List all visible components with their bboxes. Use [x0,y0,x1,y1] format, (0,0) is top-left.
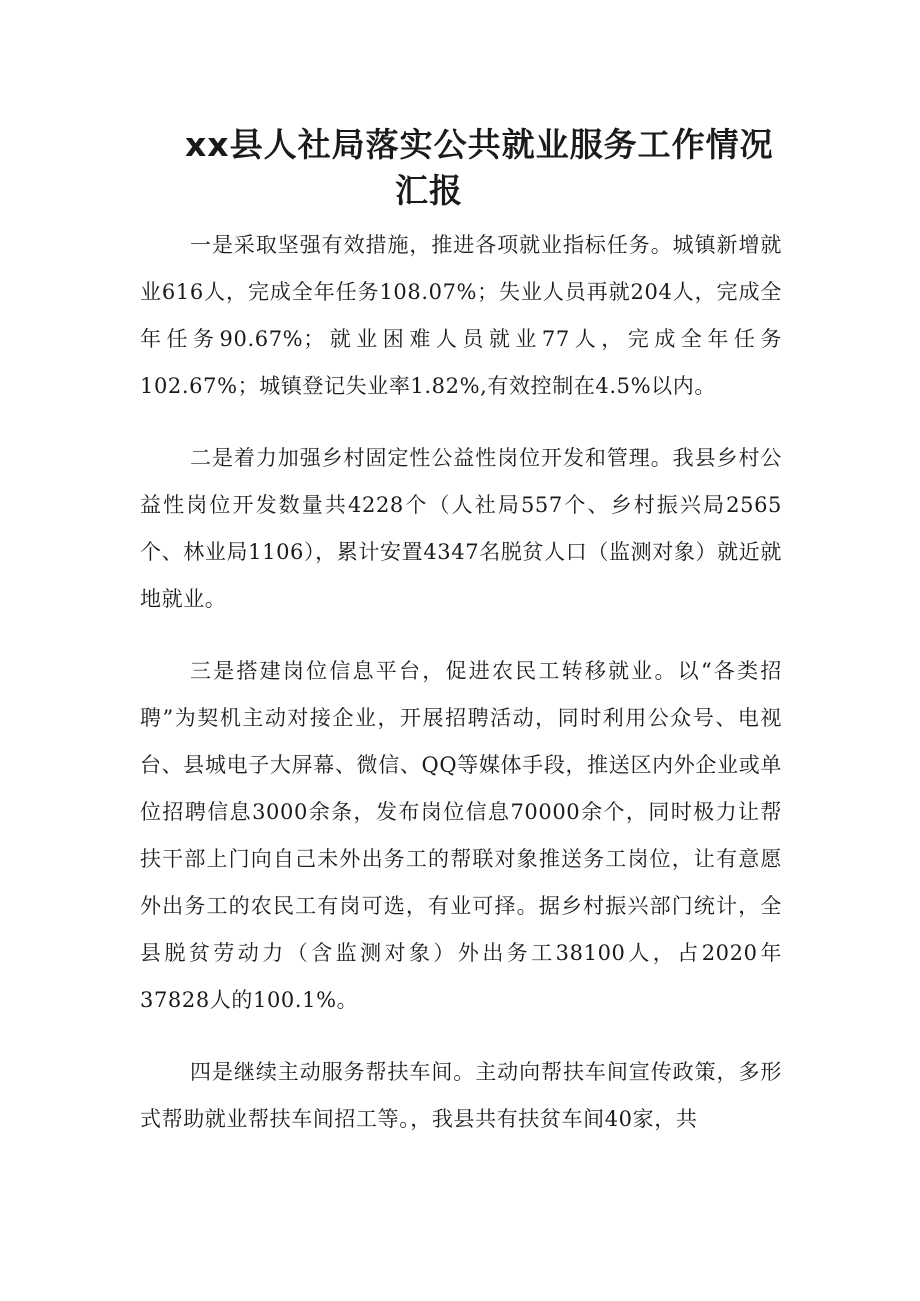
title-line-2: 汇报 [395,171,463,210]
document-title [185,122,825,214]
document-body [140,222,782,1168]
paragraph-3: 三是搭建岗位信息平台，促进农民工转移就业。以“各类招聘”为契机主动对接企业，开展招聘活动，同时利用公众号、电视台、县城电子大屏幕、微信、QQ等媒体手段，推送区内外企业或单位招聘信息3000余条，发布岗位信息70000余个，同时极力让帮扶干部上门向自己未外出务工的帮联对象推送务工岗位，让有意愿外出务工的农民工有岗可选，有业可择。据乡村振兴部门统计，全县脱贫劳动力（含监测对象）外出务工38100人，占2020年37828人的100.1%。 [140,659,782,1012]
paragraph-1: 一是采取坚强有效措施，推进各项就业指标任务。城镇新增就业616人，完成全年任务108.07%；失业人员再就204人，完成全年任务90.67%；就业困难人员就业77人，完成全年任务102.67%；城镇登记失业率1.82%,有效控制在4.5%以内。 [140,233,782,398]
paragraph-2: 二是着力加强乡村固定性公益性岗位开发和管理。我县乡村公益性岗位开发数量共4228个（人社局557个、乡村振兴局2565个、林业局1106），累计安置4347名脱贫人口（监测对象）就近就地就业。 [140,446,782,611]
title-line-1: xx县人社局落实公共就业服务工作情况 [185,125,774,164]
paragraph-4: 四是继续主动服务帮扶车间。主动向帮扶车间宣传政策，多形式帮助就业帮扶车间招工等。，我县共有扶贫车间40家，共 [140,1060,782,1131]
